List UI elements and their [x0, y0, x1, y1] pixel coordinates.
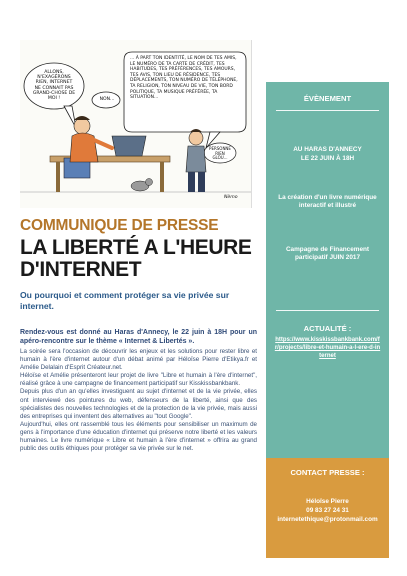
body-text	[20, 348, 257, 453]
press-release-kicker: COMMUNIQUE DE PRESSE	[20, 217, 219, 234]
body-paragraph: Aujourd'hui, elles ont rassemblé tous les éléments pour sensibiliser un maximum de gens à l'importance d'une éducation d'internet qui préserve notre liberté et les valeurs humaines. Le livre numérique « Libre et humain à l'ère d'internet » offrira au grand public des outils éthiques pour protéger sa vie privée sur le net.	[20, 420, 257, 453]
news-link[interactable]: https://www.kisskissbankbank.com/fr/projects/libre-et-humain-a-l-ere-d-internet	[274, 337, 381, 359]
event-place: AU HARAS D'ANNECY	[293, 146, 362, 153]
contact-heading: CONTACT PRESSE :	[290, 468, 365, 477]
sidebar-divider	[276, 110, 379, 111]
left-speech-bubble: ALLONS, N'EXAGÉRONS RIEN, INTERNET NE CONNAIT PAS GRAND-CHOSE DE MOI !	[32, 70, 76, 102]
event-item-book: La création d'un livre numérique interactif et illustré	[278, 194, 377, 210]
subtitle: Ou pourquoi et comment protéger sa vie privée sur internet.	[20, 290, 230, 311]
body-paragraph: Héloïse et Amélie présenteront leur projet de livre "Libre et humain à l'ère d'internet", réalisé grâce à une campagne de financement participatif sur Kisskissbankbank.	[20, 372, 257, 388]
press-contact-box	[266, 458, 389, 558]
event-heading: ÉVÈNEMENT	[303, 94, 352, 103]
event-item-campaign: Campagne de Financement participatif JUIN 2017	[285, 246, 370, 262]
cartoon-illustration	[20, 40, 252, 208]
contact-email[interactable]: internetethique@protonmail.com	[277, 516, 378, 523]
body-paragraph: La soirée sera l'occasion de découvrir les enjeux et les solutions pour rester libre et humain à l'ère d'internet autour d'un débat animé par Héloïse Pierre d'Etikya.fr et Amélie Delalain d'Esprit Créateur.net.	[20, 348, 257, 372]
thought-bubble: PERSONNE RIEN GLOU...	[209, 146, 231, 161]
intro-paragraph: Rendez-vous est donné au Haras d'Annecy, le 22 juin à 18H pour un apéro-rencontre sur le thème « Internet & Libertés ».	[20, 329, 257, 345]
page-title: LA LIBERTÉ A L'HEURE D'INTERNET	[20, 236, 252, 281]
news-heading: ACTUALITÉ :	[303, 324, 352, 333]
body-paragraph: Depuis plus d'un an qu'elles investiguent au sujet d'internet et de la vie privée, elles ont interviewé des pointures du web, défenseurs de la liberté, ainsi que des spécialistes des nouvelles technologies et de la protection de la vie privée, mais aussi des entreprises qui inventent des alternatives au "tout Google".	[20, 388, 257, 420]
event-date: LE 22 JUIN À 18H	[300, 155, 355, 162]
right-speech-bubble: ... À PART TON IDENTITÉ, LE NOM DE TES AMIS, LE NUMÉRO DE TA CARTE DE CRÉDIT, TES HABITUDES, TES PRÉFÉRENCES, TES AMOURS, TES AVIS, TON LIEU DE RÉSIDENCE, TES DÉPLACEMENTS, TON NUMÉRO DE TÉLÉPHONE, TA RELIGION, TON NIVEAU DE VIE, TON BORD POLITIQUE, TA MUSIQUE PRÉFÉRÉE, TA SITUATION...	[130, 56, 238, 101]
cartoon-signature: Nèmo	[224, 195, 238, 200]
small-speech-bubble: NON...	[99, 97, 115, 102]
sidebar-divider	[276, 310, 379, 311]
contact-phone: 09 83 27 24 31	[306, 507, 349, 514]
contact-name: Héloïse Pierre	[306, 498, 349, 505]
